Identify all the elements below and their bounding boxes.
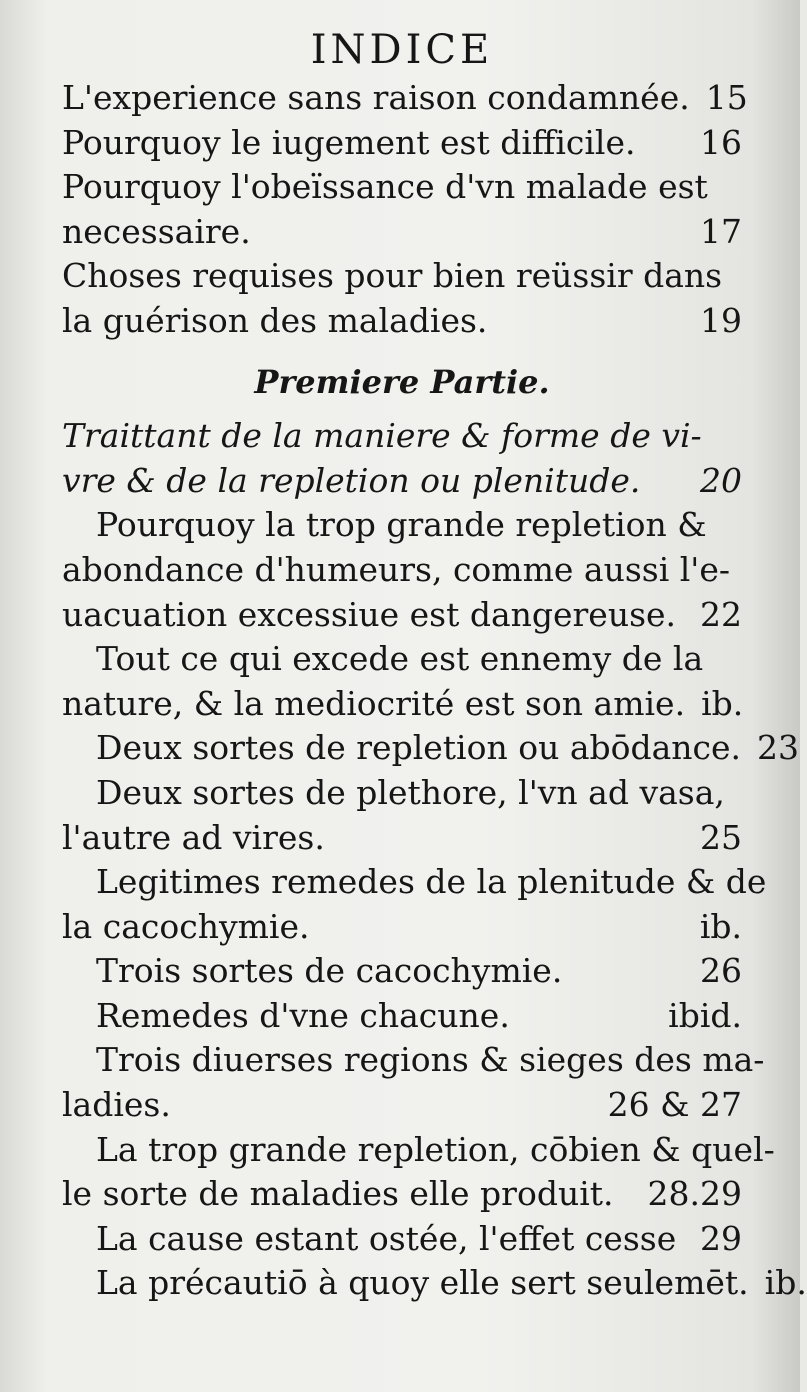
entry-text: le sorte de maladies elle produit. [62,1174,614,1214]
entry-page-reference: 20 [700,460,742,500]
entry-text: Deux sortes de repletion ou abōdance. [96,728,742,768]
entry-text: La trop grande repletion, cōbien & quel- [96,1129,775,1169]
index-entry [62,1083,742,1128]
entry-text: La précautiō à quoy elle sert seulemēt. [96,1263,749,1303]
index-entry [62,414,742,459]
index-entry [62,905,742,950]
index-entry [62,254,742,299]
index-entry [62,637,742,682]
index-entry [62,949,742,994]
entry-page-reference: 26 [700,951,742,991]
entry-page-reference: 15 [705,78,748,117]
entry-text: Legitimes remedes de la plenitude & de [96,862,767,902]
entry-text: Pourquoy la trop grande repletion & [96,505,707,545]
entry-text: Pourquoy l'obeïssance d'vn malade est [62,167,708,207]
index-entry [62,816,742,861]
entry-text: Pourquoy le iugement est difficile. [62,122,636,162]
entry-text: La cause estant ostée, l'effet cesse [96,1218,677,1258]
index-text-block [62,26,807,1306]
entry-text: L'experience sans raison condamnée. [62,78,690,117]
index-entry [62,76,748,121]
entry-text: nature, & la mediocrité est son amie. [62,683,686,723]
entry-text: necessaire. [62,211,251,251]
entry-text: Traittant de la maniere & forme de vi- [62,416,702,456]
index-entry [62,459,742,504]
index-entry [62,682,742,727]
entries-after-list [62,414,807,1306]
index-entry [62,121,742,166]
entry-page-reference: ibid. [668,995,742,1035]
entry-page-reference: 25 [700,817,742,857]
entry-text: la guérison des maladies. [62,300,488,340]
index-entry [62,593,742,638]
page-header: INDICE [310,27,494,73]
entry-text: uacuation excessiue est dangereuse. [62,594,677,634]
index-entry [62,165,742,210]
entry-page-reference: 16 [700,122,742,162]
entry-text: Trois diuerses regions & sieges des ma- [96,1040,765,1080]
entry-page-reference: ib. [701,683,744,723]
entry-text: ladies. [62,1085,171,1125]
entry-text: la cacochymie. [62,906,310,946]
index-entry [62,1172,742,1217]
index-entry [62,771,742,816]
entry-page-reference: 29 [700,1218,742,1258]
entry-page-reference: ib. [764,1263,807,1303]
entry-page-reference: 28.29 [647,1174,742,1214]
index-entry [62,1128,775,1173]
entry-page-reference: 17 [700,211,742,251]
index-entry [62,1038,765,1083]
index-entry [62,548,742,593]
entry-page-reference: ib. [699,906,742,946]
index-entry [62,299,742,344]
entry-text: vre & de la repletion ou plenitude. [62,460,641,500]
entry-text: Tout ce qui excede est ennemy de la [96,639,704,679]
index-entry [62,860,767,905]
index-entry [62,503,742,548]
entry-text: Deux sortes de plethore, l'vn ad vasa, [96,772,725,812]
entry-page-reference: 22 [700,594,742,634]
index-entry [62,210,742,255]
index-entry [62,726,800,771]
index-entry [62,1217,742,1262]
index-entry [62,1261,807,1306]
entry-page-reference: 19 [700,300,742,340]
entry-page-reference: 23 [757,728,800,768]
index-entry [62,994,742,1039]
entry-text: l'autre ad vires. [62,817,325,857]
entry-text: abondance d'humeurs, comme aussi l'e- [62,549,731,589]
entry-text: Remedes d'vne chacune. [96,995,510,1035]
entry-text: Choses requises pour bien reüssir dans [62,256,723,296]
entry-page-reference: 26 & 27 [607,1085,742,1125]
section-title: Premiere Partie. [254,362,550,401]
entry-text: Trois sortes de cacochymie. [96,951,563,991]
entries-before-list [62,76,748,344]
